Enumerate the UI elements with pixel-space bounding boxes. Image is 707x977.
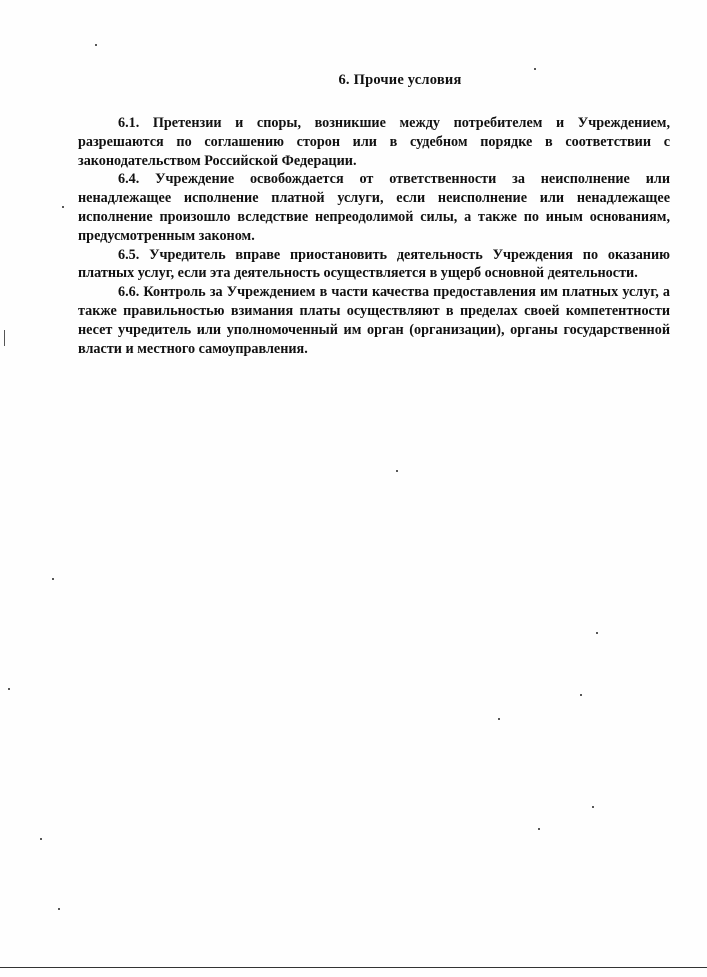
paragraph-6-5: 6.5. Учредитель вправе приостановить деятельность Учреждения по оказанию платных услуг, если эта деятельность осуществляется в ущерб основной деятельности. [78,246,670,282]
paragraph-6-6: 6.6. Контроль за Учреждением в части качества предоставления им платных услуг, а также правильностью взимания платы осуществляют в пределах своей компетентности несет учредитель или уполномоченный им орган (организации), органы государственной власти и местного самоуправления. [78,284,670,357]
section-title: 6. Прочие условия [338,72,462,88]
section-body [78,114,670,358]
scan-speck [40,838,42,840]
paragraph-6-1: 6.1. Претензии и споры, возникшие между потребителем и Учреждением, разрешаются по соглашению сторон или в судебном порядке в соответствии с законодательством Российской Федерации. [78,115,670,169]
scan-speck [592,806,594,808]
scan-speck [95,44,97,46]
scan-speck [58,908,60,910]
scan-speck [52,578,54,580]
scan-speck [538,828,540,830]
scan-speck [580,694,582,696]
scan-speck [8,688,10,690]
scan-speck [396,470,398,472]
scan-edge-mark [4,330,5,346]
scan-bottom-edge [0,967,707,968]
scan-speck [62,206,64,208]
scan-speck [596,632,598,634]
scan-speck [498,718,500,720]
scan-speck [534,68,536,70]
paragraph-6-4: 6.4. Учреждение освобождается от ответственности за неисполнение или ненадлежащее исполнение платной услуги, если неисполнение или ненадлежащее исполнение произошло вследствие непреодолимой силы, а также по иным основаниям, предусмотренным законом. [78,171,670,244]
